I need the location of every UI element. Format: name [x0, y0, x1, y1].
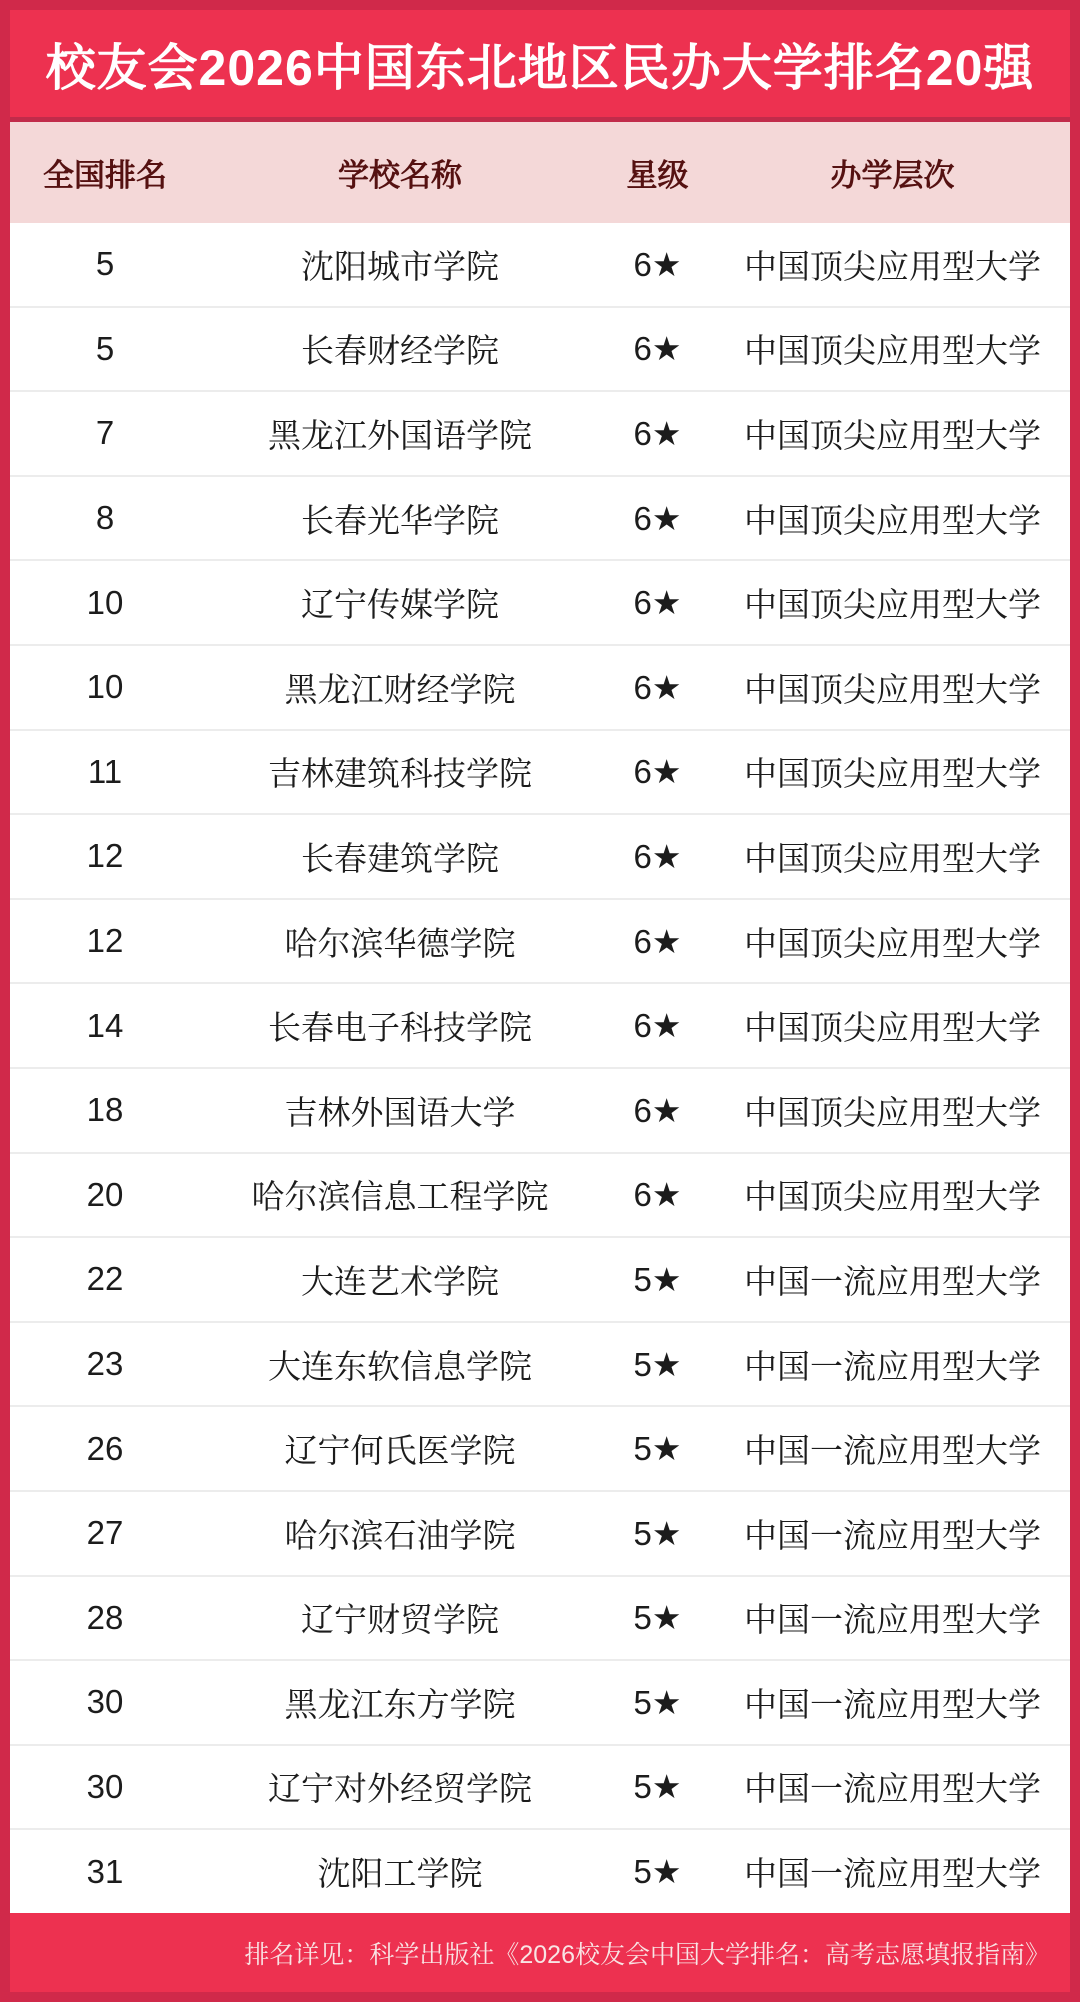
- column-header-star: 星级: [626, 158, 689, 193]
- table-row: [10, 1575, 1070, 1660]
- table-row: [10, 898, 1070, 983]
- star-cell: 6★: [633, 1007, 682, 1045]
- table-row: [10, 644, 1070, 729]
- school-cell: 辽宁对外经贸学院: [268, 1770, 532, 1808]
- star-cell: 6★: [633, 1091, 682, 1129]
- star-cell: 6★: [633, 668, 682, 706]
- level-cell: 中国顶尖应用型大学: [744, 839, 1041, 877]
- level-cell: 中国顶尖应用型大学: [744, 332, 1041, 370]
- table-row: [10, 306, 1070, 391]
- school-cell: 吉林建筑科技学院: [268, 755, 532, 793]
- school-cell: 长春光华学院: [301, 501, 499, 539]
- level-cell: 中国顶尖应用型大学: [744, 1009, 1041, 1047]
- school-cell: 辽宁财贸学院: [301, 1601, 499, 1639]
- level-cell: 中国一流应用型大学: [744, 1770, 1041, 1808]
- school-cell: 黑龙江外国语学院: [268, 416, 532, 454]
- star-cell: 5★: [633, 1260, 682, 1298]
- level-cell: 中国顶尖应用型大学: [744, 755, 1041, 793]
- school-cell: 长春建筑学院: [301, 839, 499, 877]
- table-row: [10, 982, 1070, 1067]
- level-cell: 中国顶尖应用型大学: [744, 586, 1041, 624]
- school-cell: 沈阳城市学院: [301, 247, 499, 285]
- table-row: [10, 1490, 1070, 1575]
- rank-cell: 30: [86, 1683, 124, 1721]
- table-row: [10, 559, 1070, 644]
- rank-cell: 12: [86, 922, 124, 960]
- level-cell: 中国一流应用型大学: [744, 1516, 1041, 1554]
- star-cell: 5★: [633, 1514, 682, 1552]
- table-row: [10, 1659, 1070, 1744]
- school-cell: 辽宁何氏医学院: [284, 1432, 516, 1470]
- table-row: [10, 1236, 1070, 1321]
- school-cell: 哈尔滨华德学院: [284, 924, 516, 962]
- star-cell: 6★: [633, 414, 682, 452]
- school-cell: 沈阳工学院: [317, 1855, 483, 1893]
- table-row: [10, 1321, 1070, 1406]
- school-cell: 大连东软信息学院: [268, 1347, 532, 1385]
- table-row: [10, 223, 1070, 306]
- star-cell: 5★: [633, 1599, 682, 1637]
- star-cell: 5★: [633, 1430, 682, 1468]
- title-banner: [10, 10, 1070, 122]
- school-cell: 长春财经学院: [301, 332, 499, 370]
- level-cell: 中国顶尖应用型大学: [744, 1093, 1041, 1131]
- rank-cell: 26: [86, 1429, 124, 1467]
- column-header-rank: 全国排名: [43, 158, 167, 193]
- rank-cell: 10: [86, 583, 124, 621]
- footer: [10, 1913, 1070, 1992]
- rank-cell: 18: [86, 1091, 124, 1129]
- school-cell: 哈尔滨石油学院: [284, 1516, 516, 1554]
- school-cell: 辽宁传媒学院: [301, 586, 499, 624]
- level-cell: 中国一流应用型大学: [744, 1432, 1041, 1470]
- table-header: [10, 122, 1070, 223]
- star-cell: 6★: [633, 584, 682, 622]
- rank-cell: 5: [95, 329, 115, 367]
- star-cell: 6★: [633, 837, 682, 875]
- star-cell: 6★: [633, 330, 682, 368]
- table-row: [10, 813, 1070, 898]
- rank-cell: 30: [86, 1767, 124, 1805]
- footer-note: 排名详见：科学出版社《2026校友会中国大学排名：高考志愿填报指南》: [244, 1940, 1050, 1969]
- school-cell: 吉林外国语大学: [284, 1093, 516, 1131]
- level-cell: 中国顶尖应用型大学: [744, 416, 1041, 454]
- level-cell: 中国一流应用型大学: [744, 1347, 1041, 1385]
- rank-cell: 11: [87, 752, 123, 790]
- school-cell: 大连艺术学院: [301, 1262, 499, 1300]
- rank-cell: 8: [95, 499, 115, 537]
- rank-cell: 12: [86, 837, 124, 875]
- column-header-school: 学校名称: [338, 158, 462, 193]
- rank-cell: 27: [86, 1514, 124, 1552]
- level-cell: 中国顶尖应用型大学: [744, 1178, 1041, 1216]
- level-cell: 中国一流应用型大学: [744, 1685, 1041, 1723]
- table-row: [10, 1067, 1070, 1152]
- rank-cell: 14: [86, 1006, 124, 1044]
- table-row: [10, 1152, 1070, 1237]
- level-cell: 中国顶尖应用型大学: [744, 670, 1041, 708]
- school-cell: 黑龙江财经学院: [284, 670, 516, 708]
- rank-cell: 10: [86, 668, 124, 706]
- rank-cell: 22: [86, 1260, 124, 1298]
- star-cell: 5★: [633, 1853, 682, 1891]
- rank-cell: 31: [86, 1852, 124, 1890]
- rank-cell: 5: [95, 245, 115, 283]
- column-header-level: 办学层次: [830, 158, 955, 193]
- rank-cell: 28: [86, 1598, 124, 1636]
- star-cell: 6★: [633, 1176, 682, 1214]
- star-cell: 6★: [633, 753, 682, 791]
- star-cell: 5★: [633, 1345, 682, 1383]
- level-cell: 中国一流应用型大学: [744, 1855, 1041, 1893]
- star-cell: 6★: [633, 499, 682, 537]
- level-cell: 中国顶尖应用型大学: [744, 924, 1041, 962]
- school-cell: 黑龙江东方学院: [284, 1685, 516, 1723]
- table-row: [10, 475, 1070, 560]
- star-cell: 5★: [633, 1768, 682, 1806]
- star-cell: 5★: [633, 1683, 682, 1721]
- school-cell: 长春电子科技学院: [268, 1009, 532, 1047]
- table-row: [10, 1828, 1070, 1913]
- level-cell: 中国顶尖应用型大学: [744, 501, 1041, 539]
- table-row: [10, 390, 1070, 475]
- star-cell: 6★: [633, 922, 682, 960]
- table-row: [10, 1405, 1070, 1490]
- table-row: [10, 1744, 1070, 1829]
- rank-cell: 7: [95, 414, 115, 452]
- rank-cell: 23: [86, 1345, 124, 1383]
- star-cell: 6★: [633, 245, 682, 283]
- rank-cell: 20: [86, 1175, 124, 1213]
- level-cell: 中国顶尖应用型大学: [744, 247, 1041, 285]
- level-cell: 中国一流应用型大学: [744, 1262, 1041, 1300]
- table-row: [10, 729, 1070, 814]
- school-cell: 哈尔滨信息工程学院: [251, 1178, 549, 1216]
- level-cell: 中国一流应用型大学: [744, 1601, 1041, 1639]
- page-title: 校友会2026中国东北地区民办大学排名20强: [45, 39, 1035, 96]
- table-body: [10, 223, 1070, 1913]
